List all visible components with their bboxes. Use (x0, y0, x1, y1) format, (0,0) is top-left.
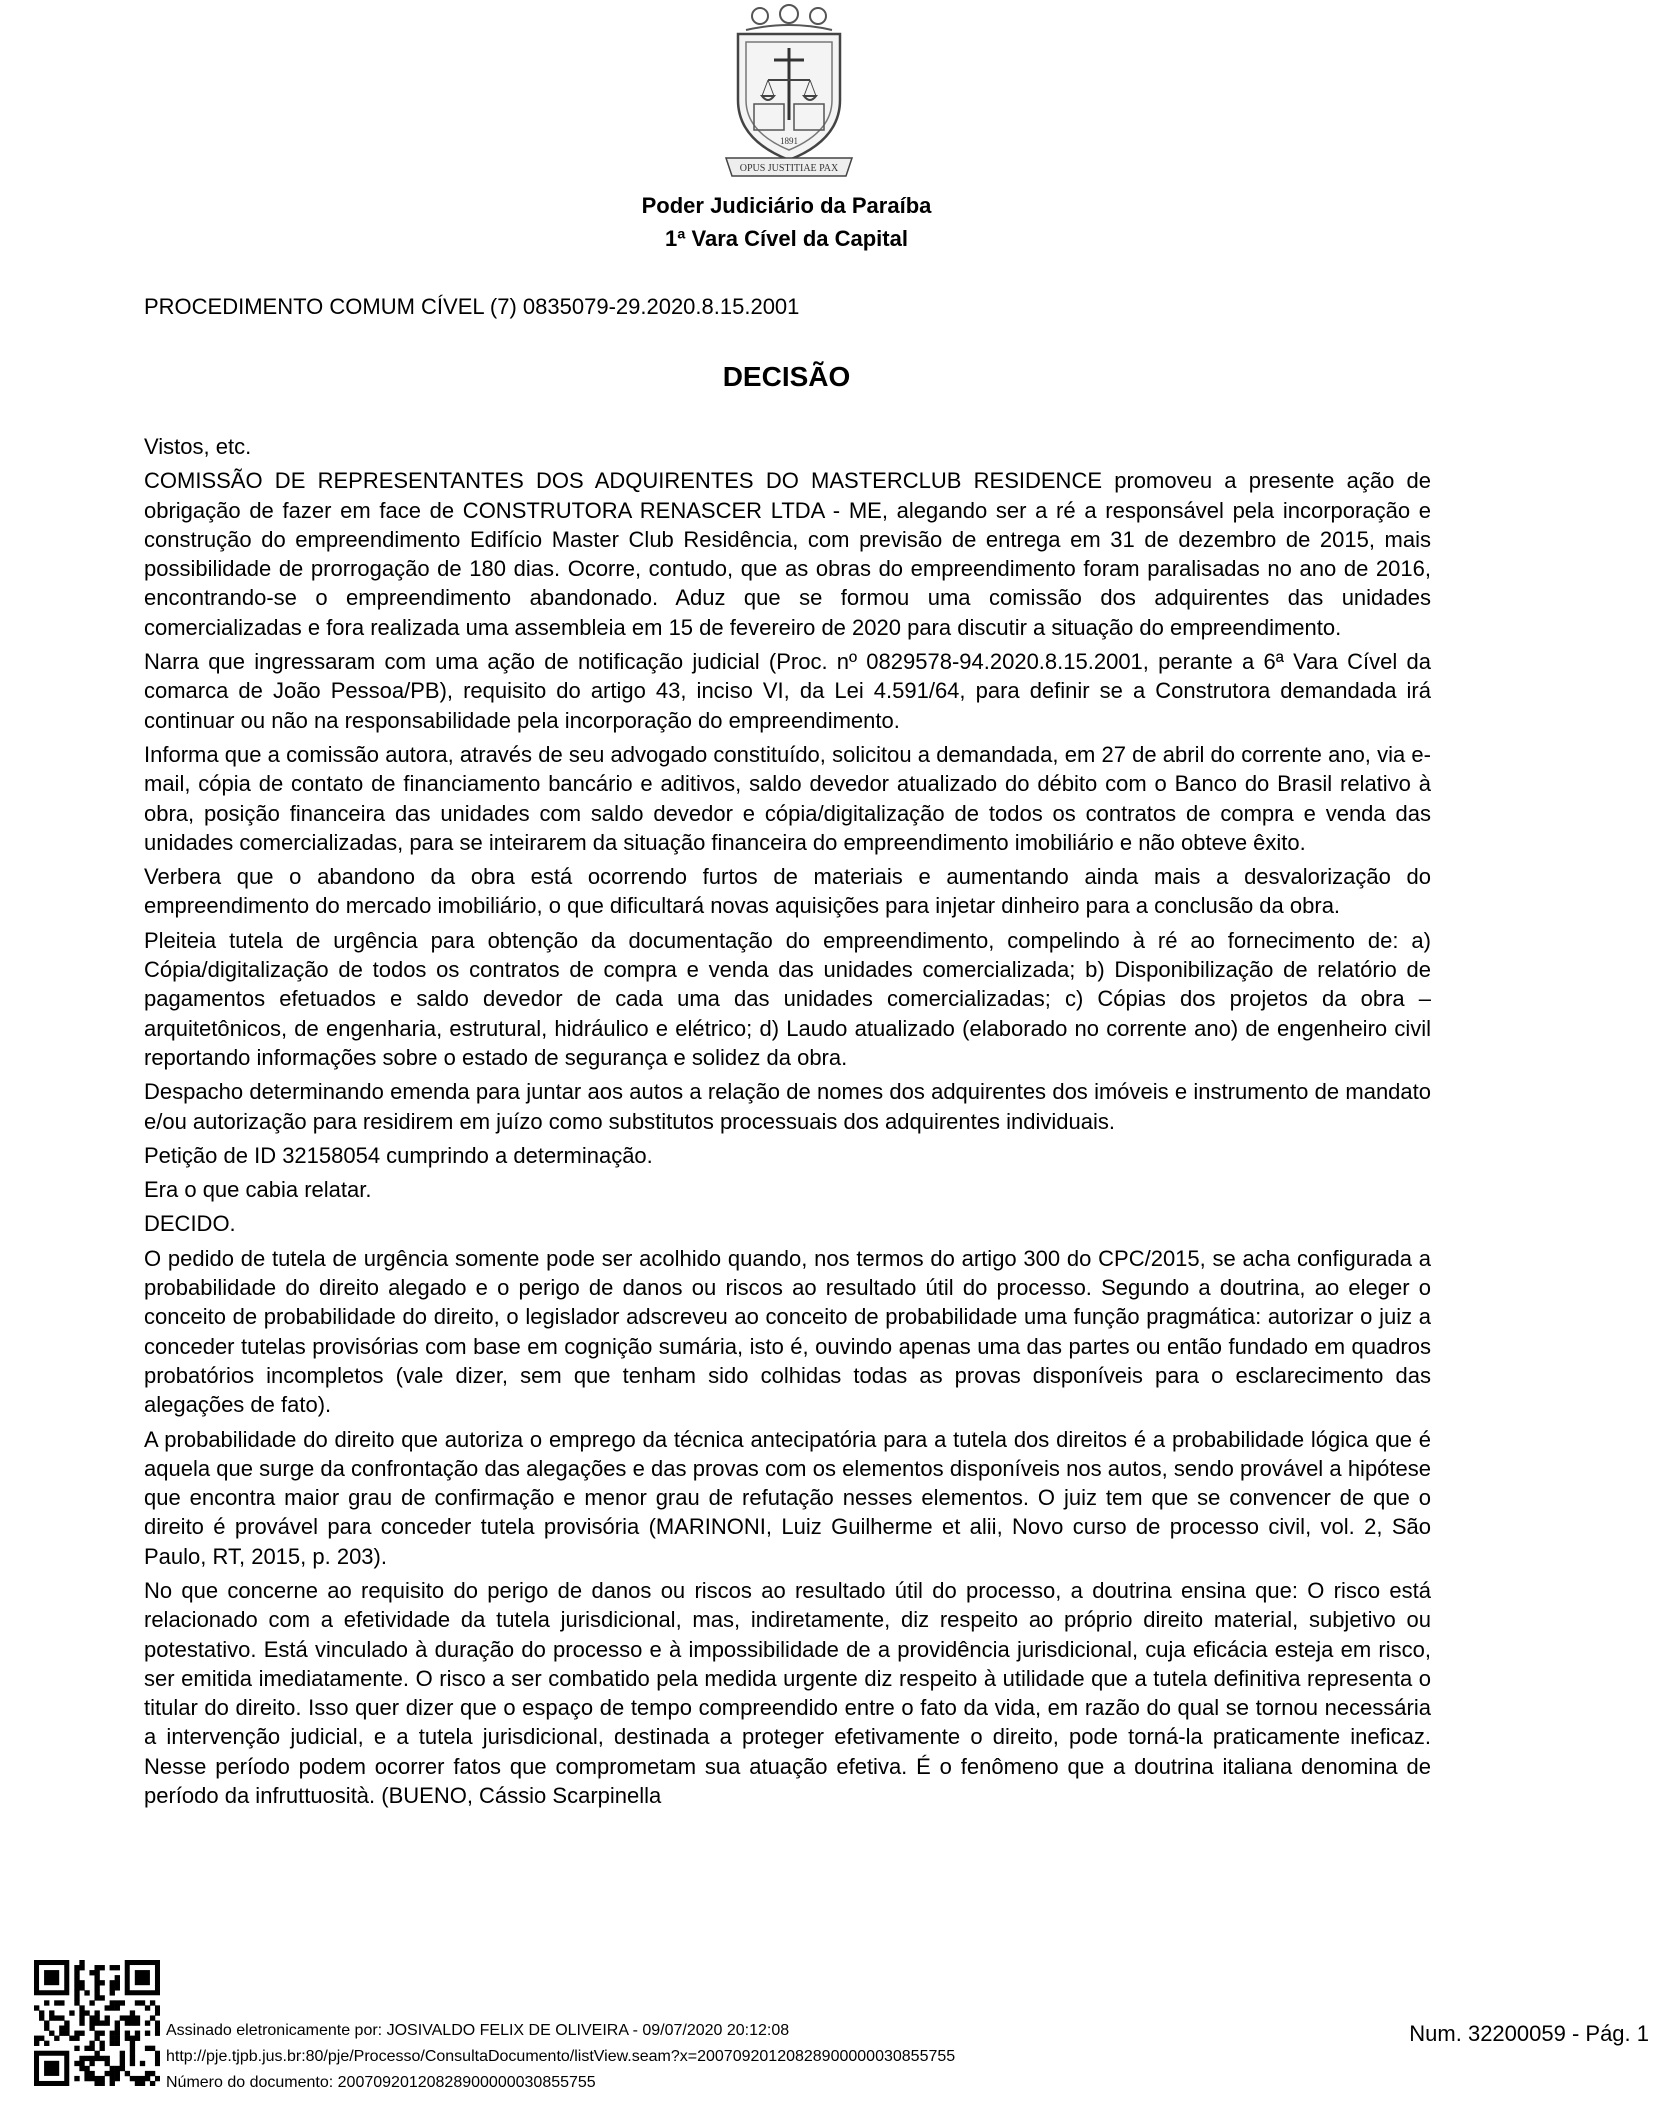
paragraph: Narra que ingressaram com uma ação de notificação judicial (Proc. nº 0829578-94.2020.8.15.2001, perante a 6ª Vara Cível da comarca de João Pessoa/PB), requisito do artigo 43, inciso VI, da Lei 4.591/64, para definir se a Construtora demandada irá continuar ou não na responsabilidade pela incorporação do empreendimento. (144, 649, 1431, 733)
paragraph: Pleiteia tutela de urgência para obtenção da documentação do empreendimento, compelindo à ré ao fornecimento de: a) Cópia/digitalização de todos os contratos de compra e venda das unidades comercializada; b) Disponibilização de relatório de pagamentos efetuados e saldo devedor de cada uma das unidades comercializadas; c) Cópias dos projetos da obra – arquitetônicos, de engenharia, estrutural, hidráulico e elétrico; d) Laudo atualizado (elaborado no corrente ano) de engenheiro civil reportando informações sobre o estado de segurança e solidez da obra. (144, 927, 1431, 1070)
qr-code-icon (34, 1960, 160, 2086)
paragraph: No que concerne ao requisito do perigo de danos ou riscos ao resultado útil do processo, a doutrina ensina que: O risco está relacionado com a efetividade da tutela jurisdicional, mas, indiretamente, diz respeito ao próprio direito material, subjetivo ou potestativo. Está vinculado à duração do processo e à impossibilidade de a providência jurisdicional, cuja eficácia esteja em risco, ser emitida imediatamente. O risco a ser combatido pela medida urgente diz respeito à utilidade que a tutela definitiva representa o titular do direito. Isso quer dizer que o espaço de tempo compreendido entre o fato da vida, em razão do qual se tornou necessária a intervenção judicial, e a tutela jurisdicional, destinada a proteger efetivamente o direito, pode torná-la praticamente ineficaz. Nesse período podem ocorrer fatos que comprometam sua atuação efetiva. É o fenômeno que a doutrina italiana denomina de período da infruttuosità. (BUENO, Cássio Scarpinella (144, 1577, 1431, 1809)
paragraph: Era o que cabia relatar. (144, 1177, 372, 1203)
document-number: Número do documento: 20070920120828900000030855755 (166, 2074, 596, 2091)
paragraph: Vistos, etc. (144, 434, 252, 459)
court-name: Poder Judiciário da Paraíba (641, 193, 932, 218)
paragraph: Verbera que o abandono da obra está ocorrendo furtos de materiais e aumentando ainda mais a desvalorização do empreendimento do mercado imobiliário, o que dificultará novas aquisições para injetar dinheiro para a conclusão da obra. (144, 864, 1431, 919)
paragraph: COMISSÃO DE REPRESENTANTES DOS ADQUIRENTES DO MASTERCLUB RESIDENCE promoveu a presente ação de obrigação de fazer em face de CONSTRUTORA RENASCER LTDA - ME, alegando ser a ré a responsável pela incorporação e construção do empreendimento Edifício Master Club Residência, com previsão de entrega em 31 de dezembro de 2015, mais possibilidade de prorrogação de 180 dias. Ocorre, contudo, que as obras do empreendimento foram paralisadas no ano de 2016, encontrando-se o empreendimento abandonado. Aduz que se formou uma comissão dos adquirentes das unidades comercializadas e fora realizada uma assembleia em 15 de fevereiro de 2020 para discutir a situação do empreendimento. (144, 468, 1431, 640)
signed-by-text: Assinado eletronicamente por: JOSIVALDO FELIX DE OLIVEIRA - 09/07/2020 20:12:08 (166, 2022, 790, 2039)
page-number: Num. 32200059 - Pág. 1 (1409, 2021, 1649, 2046)
paragraph: O pedido de tutela de urgência somente pode ser acolhido quando, nos termos do artigo 300 do CPC/2015, se acha configurada a probabilidade do direito alegado e o perigo de danos ou riscos ao resultado útil do processo. Segundo a doutrina, ao eleger o conceito de probabilidade do direito, o legislador adscreveu ao conceito de probabilidade uma função pragmática: autorizar o juiz a conceder tutelas provisórias com base em cognição sumária, isto é, ouvindo apenas uma das partes ou então fundado em quadros probatórios incompletos (vale dizer, sem que tenham sido colhidas todas as provas disponíveis para o esclarecimento das alegações de fato). (144, 1245, 1431, 1418)
document-title: DECISÃO (722, 361, 851, 392)
paragraph: Petição de ID 32158054 cumprindo a determinação. (144, 1142, 653, 1168)
court-coat-of-arms-icon (716, 0, 862, 186)
procedure-number: PROCEDIMENTO COMUM CÍVEL (7) 0835079-29.2020.8.15.2001 (144, 294, 800, 319)
svg-text:1891: 1891 (780, 136, 798, 146)
document-url[interactable]: http://pje.tjpb.jus.br:80/pje/Processo/ConsultaDocumento/listView.seam?x=20070920120828900000030855755 (166, 2048, 956, 2065)
court-division: 1ª Vara Cível da Capital (665, 226, 908, 251)
paragraph: A probabilidade do direito que autoriza o emprego da técnica antecipatória para a tutela dos direitos é a probabilidade lógica que é aquela que surge da confrontação das alegações e das provas com os elementos disponíveis nos autos, sendo provável a hipótese que encontra maior grau de confirmação e menor grau de refutação nesses elementos. O juiz tem que se convencer de que o direito é provável para conceder tutela provisória (MARINONI, Luiz Guilherme et alii, Novo curso de processo civil, vol. 2, São Paulo, RT, 2015, p. 203). (144, 1426, 1431, 1569)
paragraph: DECIDO. (144, 1211, 236, 1237)
document-body (144, 432, 1431, 1815)
paragraph: Informa que a comissão autora, através de seu advogado constituído, solicitou a demandada, em 27 de abril do corrente ano, via e-mail, cópia de contato de financiamento bancário e aditivos, saldo devedor atualizado do débito com o Banco do Brasil relativo à obra, posição financeira das unidades com saldo devedor e cópia/digitalização de todos os contratos de compra e venda das unidades comercializadas, para se inteirarem da situação financeira do empreendimento imobiliário e não obteve êxito. (144, 741, 1431, 855)
paragraph: Despacho determinando emenda para juntar aos autos a relação de nomes dos adquirentes dos imóveis e instrumento de mandato e/ou autorização para residirem em juízo como substitutos processuais dos adquirentes individuais. (144, 1079, 1431, 1134)
svg-text:OPUS JUSTITIAE PAX: OPUS JUSTITIAE PAX (739, 163, 839, 174)
signature-block (166, 2018, 955, 2096)
